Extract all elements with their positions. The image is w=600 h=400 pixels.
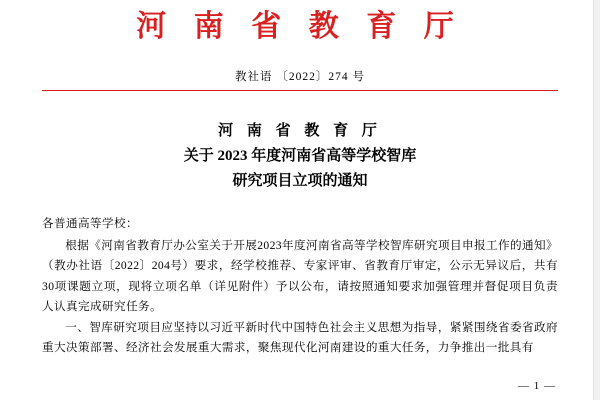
masthead-title: 河 南 省 教 育 厅: [136, 10, 464, 43]
red-divider-rule: [42, 90, 558, 91]
title-line-1: 河 南 省 教 育 厅: [218, 123, 382, 139]
title-line-3: 研究项目立项的通知: [232, 173, 368, 189]
masthead: [42, 0, 558, 46]
document-body: [42, 214, 558, 359]
title-line-2: 关于 2023 年度河南省高等学校智库: [183, 148, 417, 164]
salutation: 各普通高等学校：: [42, 217, 138, 230]
document-number: 教社语 〔2022〕274 号: [235, 71, 365, 83]
body-paragraph-1: 根据《河南省教育厅办公室关于开展2023年度河南省高等学校智库研究项目申报工作的通知》（教办社语〔2022〕204号）要求，经学校推荐、专家评审、省教育厅审定，公示无异议后，共有30项课题立项，现将立项名单（详见附件）予以公布，请按照通知要求加强管理并督促项目负责人认真完成研究任务。: [42, 238, 558, 313]
body-paragraph-2: 一、智库研究项目应坚持以习近平新时代中国特色社会主义思想为指导，紧紧围绕省委省政府重大决策部署、经济社会发展重大需求，聚焦现代化河南建设的重大任务，力争推出一批具有: [42, 320, 558, 354]
page-number: — 1 —: [518, 380, 556, 392]
right-edge-scrollbar[interactable]: [593, 0, 600, 400]
document-title-block: [42, 119, 558, 194]
